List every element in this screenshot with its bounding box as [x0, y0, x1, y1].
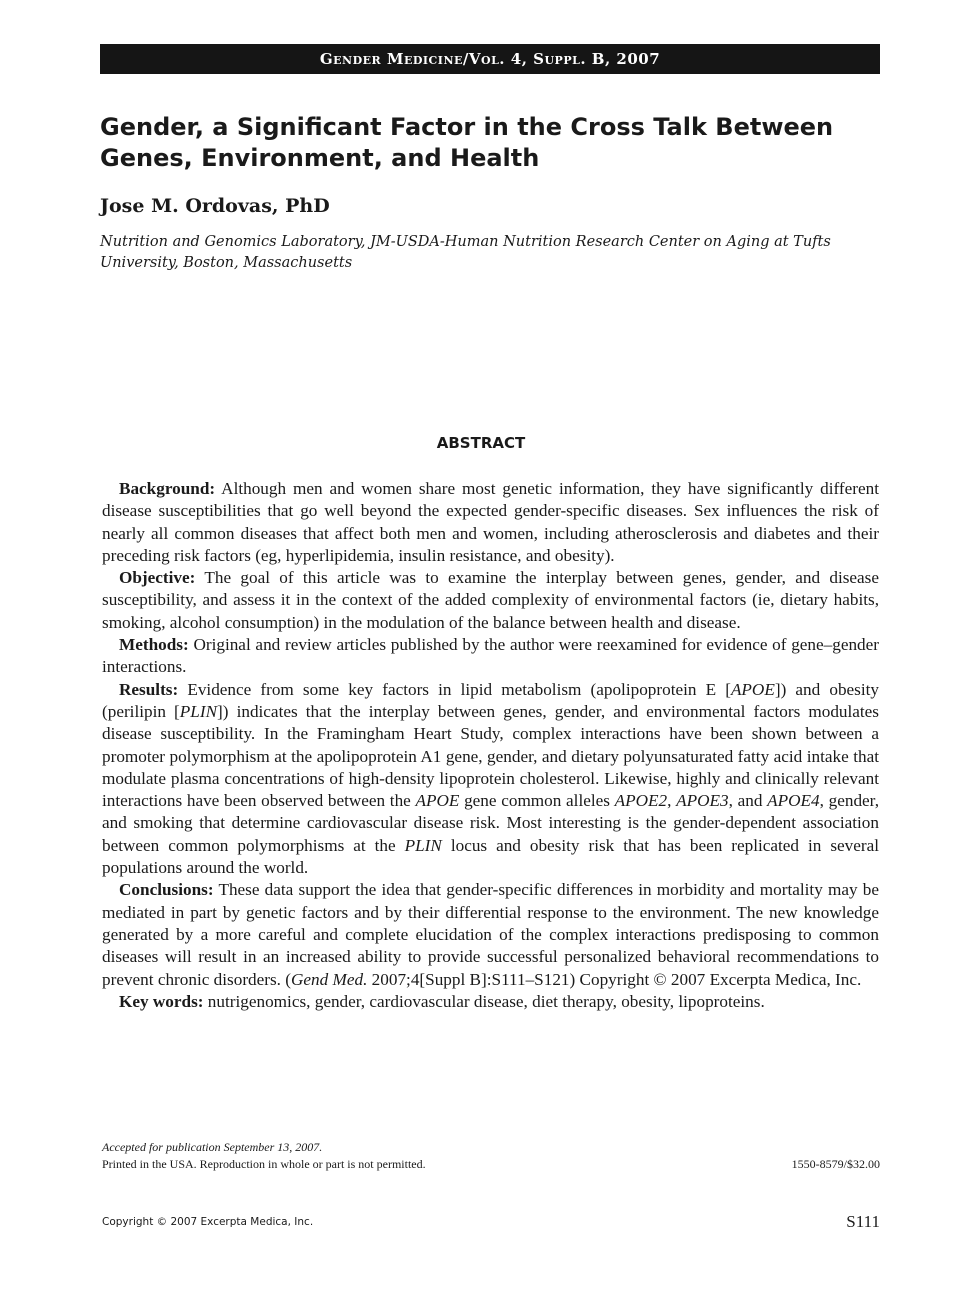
objective-text: The goal of this article was to examine the interplay between genes, gender, and disease susceptibility, and assess it in the context of the added complexity of environmental factors (ie, dietary habits, smoking, alcohol consumption) in the modulation of the balance between health and disease.	[102, 568, 879, 632]
journal-header-text: Gender Medicine/Vol. 4, Suppl. B, 2007	[319, 50, 661, 68]
gene-plin: PLIN	[179, 701, 218, 721]
citation-journal: Gend Med.	[291, 969, 368, 989]
printed-notice: Printed in the USA. Reproduction in whole or part is not permitted.	[102, 1157, 426, 1171]
abstract-conclusions	[102, 879, 879, 990]
citation-details: 2007;4[Suppl B]:S111–S121) Copyright © 2007 Excerpta Medica, Inc.	[367, 969, 862, 989]
background-text: Although men and women share most genetic information, they have significantly different disease susceptibilities that go well beyond the expected gender-specific diseases. Sex influences the risk of nearly all common diseases that affect both men and women, including atherosclerosis and diabetes and their preceding risk factors (eg, hyperlipidemia, insulin resistance, and obesity).	[102, 479, 879, 565]
gene-apoe4: APOE4	[767, 791, 820, 811]
results-text-5: ,	[667, 791, 677, 811]
methods-text: Original and review articles published by the author were reexamined for evidence of gene–gender interactions.	[102, 635, 880, 677]
results-text-1: Evidence from some key factors in lipid metabolism (apolipoprotein E [	[187, 679, 731, 699]
results-text-7: , gender, and smoking that determine cardiovascular disease risk. Most interesting is the gender-dependent association between common polymorphisms at the	[102, 791, 880, 855]
results-text-4: gene common alleles	[459, 791, 615, 811]
author-name: Jose M. Ordovas, PhD	[100, 195, 330, 217]
objective-label: Objective:	[119, 568, 196, 588]
gene-apoe: APOE	[730, 679, 775, 699]
footer-copyright: Copyright © 2007 Excerpta Medica, Inc.	[102, 1216, 314, 1228]
background-label: Background:	[119, 479, 216, 498]
abstract-background	[102, 478, 879, 567]
gene-apoe3: APOE3	[676, 791, 729, 811]
journal-header-bar	[100, 44, 880, 74]
conclusions-text: These data support the idea that gender-specific differences in morbidity and mortality may be mediated in part by genetic factors and by their differential response to the environment. The new knowledge generated by a more careful and complete elucidation of the complex interactions predisposing to common diseases will result in an increased ability to provide successful personalized behavioral recommendations to prevent chronic disorders. (	[102, 880, 879, 989]
abstract-methods	[102, 634, 879, 679]
results-text-6: , and	[728, 791, 768, 811]
issn-price: 1550-8579/$32.00	[791, 1157, 880, 1171]
keywords-text: nutrigenomics, gender, cardiovascular disease, diet therapy, obesity, lipoproteins.	[207, 991, 765, 1011]
results-text-2: ]) and obesity (perilipin [	[102, 679, 879, 721]
accepted-date: Accepted for publication September 13, 2007.	[102, 1140, 323, 1154]
abstract-body	[102, 478, 879, 1013]
abstract-results	[102, 679, 879, 880]
keywords-label: Key words:	[119, 991, 204, 1011]
gene-apoe: APOE	[415, 791, 460, 811]
abstract-keywords	[102, 991, 879, 1013]
author-affiliation: Nutrition and Genomics Laboratory, JM-USDA-Human Nutrition Research Center on Aging at Tufts University, Boston, Massachusetts	[100, 234, 831, 271]
results-text-8: locus and obesity risk that has been replicated in several populations around the world.	[102, 835, 879, 878]
page-number: S111	[846, 1212, 880, 1231]
gene-apoe2: APOE2	[614, 791, 668, 811]
results-text-3: ]) indicates that the interplay between genes, gender, and environmental factors modulates disease susceptibility. In the Framingham Heart Study, complex interactions have been shown between a promoter polymorphism at the apolipoprotein A1 gene, gender, and dietary polyunsaturated fatty acid intake that modulate plasma concentrations of high-density lipoprotein cholesterol. Likewise, highly and clinically relevant interactions have been observed between the	[102, 701, 880, 811]
methods-label: Methods:	[119, 635, 189, 655]
article-title: Gender, a Significant Factor in the Cross Talk Between Genes, Environment, and Health	[100, 113, 834, 172]
abstract-heading: ABSTRACT	[436, 434, 526, 452]
conclusions-label: Conclusions:	[119, 880, 214, 900]
gene-plin: PLIN	[404, 835, 442, 855]
results-label: Results:	[119, 679, 179, 699]
abstract-objective	[102, 567, 879, 634]
